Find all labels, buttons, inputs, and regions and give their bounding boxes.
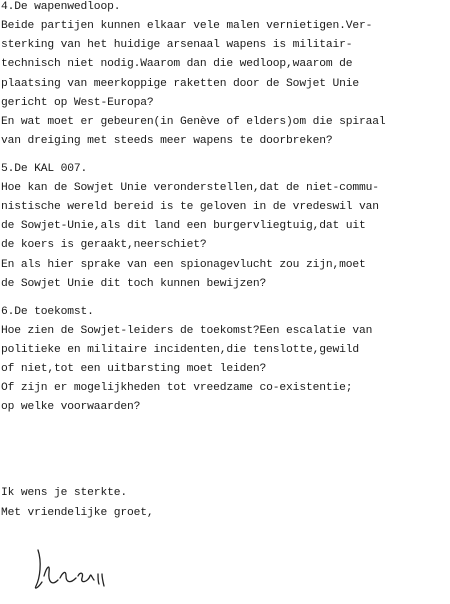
section-5-line: nistische wereld bereid is te geloven in de vredeswil van: [1, 201, 379, 213]
section-4-line: technisch niet nodig.Waarom dan die wedloop,waarom de: [1, 58, 353, 70]
section-4-line: sterking van het huidige arsenaal wapens is militair-: [1, 39, 353, 51]
section-4-line: plaatsing van meerkoppige raketten door de Sowjet Unie: [1, 78, 359, 90]
section-6-line: of niet,tot een uitbarsting moet leiden?: [1, 363, 267, 375]
section-5-line: de Sowjet Unie dit toch kunnen bewijzen?: [1, 278, 267, 290]
signature-stroke: [98, 574, 99, 584]
signature-stroke: [35, 550, 42, 588]
signature-stroke: [78, 573, 94, 581]
section-4-heading: 4.De wapenwedloop.: [1, 1, 121, 13]
section-6-line: op welke voorwaarden?: [1, 401, 141, 413]
section-4-line: Beide partijen kunnen elkaar vele malen vernietigen.Ver-: [1, 20, 373, 32]
section-5-line: de koers is geraakt,neerschiet?: [1, 239, 207, 251]
closing-wish: Ik wens je sterkte.: [1, 487, 127, 499]
signature-stroke: [44, 567, 58, 583]
section-6-heading: 6.De toekomst.: [1, 306, 94, 318]
signature-stroke: [102, 574, 104, 586]
closing-greeting: Met vriendelijke groet,: [1, 507, 154, 519]
handwritten-signature: [30, 548, 140, 603]
section-5-line: En als hier sprake van een spionagevlucht zou zijn,moet: [1, 259, 366, 271]
section-5-heading: 5.De KAL 007.: [1, 163, 88, 175]
section-5-line: Hoe kan de Sowjet Unie veronderstellen,dat de niet-commu-: [1, 182, 379, 194]
section-4-line: van dreiging met steeds meer wapens te doorbreken?: [1, 135, 333, 147]
signature-stroke: [60, 572, 76, 581]
section-6-line: politieke en militaire incidenten,die tenslotte,gewild: [1, 344, 359, 356]
section-5-line: de Sowjet-Unie,als dit land een burgervliegtuig,dat uit: [1, 220, 366, 232]
section-4-line: En wat moet er gebeuren(in Genève of elders)om die spiraal: [1, 116, 386, 128]
section-4-line: gericht op West-Europa?: [1, 97, 154, 109]
section-6-line: Of zijn er mogelijkheden tot vreedzame co-existentie;: [1, 382, 353, 394]
section-6-line: Hoe zien de Sowjet-leiders de toekomst?Een escalatie van: [1, 325, 373, 337]
